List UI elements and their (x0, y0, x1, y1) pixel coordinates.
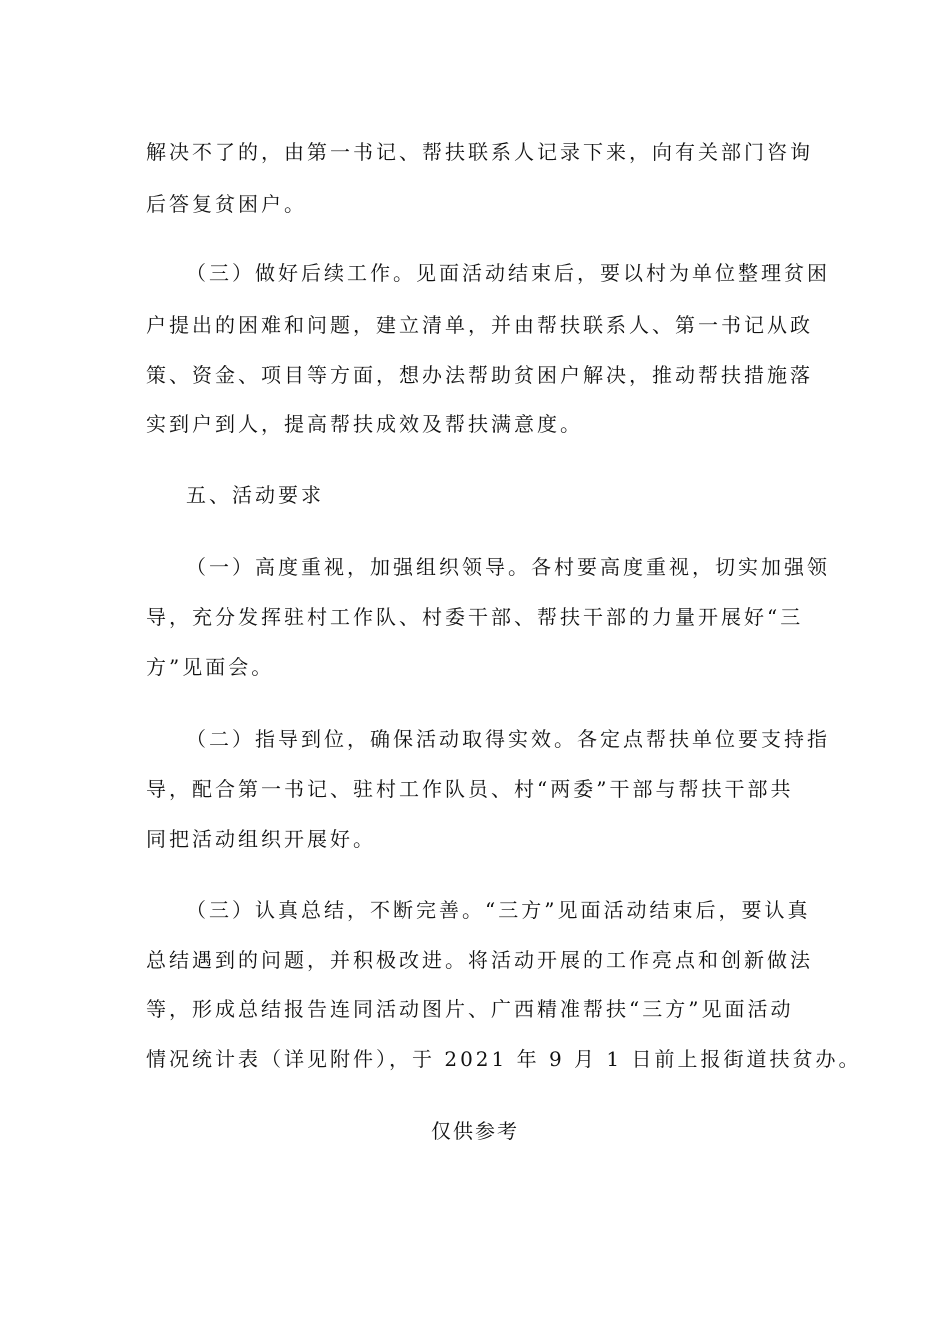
section-heading: 五、活动要求 (186, 483, 324, 507)
paragraph-5-line-4: 情况统计表（详见附件），于 2021 年 9 月 1 日前上报街道扶贫办。 (146, 1047, 862, 1071)
paragraph-1-line-1: 解决不了的，由第一书记、帮扶联系人记录下来，向有关部门咨询 (146, 140, 813, 164)
paragraph-5-line-2: 总结遇到的问题，并积极改进。将活动开展的工作亮点和创新做法 (146, 948, 813, 972)
paragraph-4-line-3: 同把活动组织开展好。 (146, 827, 376, 851)
paragraph-2-line-1: （三）做好后续工作。见面活动结束后，要以村为单位整理贫困 (186, 261, 830, 285)
footer-text: 仅供参考 (431, 1119, 519, 1143)
paragraph-2-line-2: 户提出的困难和问题，建立清单，并由帮扶联系人、第一书记从政 (146, 313, 813, 337)
paragraph-1-line-2: 后答复贫困户。 (146, 192, 307, 216)
paragraph-4-line-2: 导，配合第一书记、驻村工作队员、村“两委”干部与帮扶干部共 (146, 777, 794, 801)
paragraph-5-line-3: 等，形成总结报告连同活动图片、广西精准帮扶“三方”见面活动 (146, 997, 794, 1021)
paragraph-3-line-1: （一）高度重视，加强组织领导。各村要高度重视，切实加强领 (186, 555, 830, 579)
paragraph-3-line-3: 方”见面会。 (146, 655, 275, 679)
paragraph-2-line-4: 实到户到人，提高帮扶成效及帮扶满意度。 (146, 412, 583, 436)
paragraph-2-line-3: 策、资金、项目等方面，想办法帮助贫困户解决，推动帮扶措施落 (146, 363, 813, 387)
paragraph-3-line-2: 导，充分发挥驻村工作队、村委干部、帮扶干部的力量开展好“三 (146, 605, 804, 629)
paragraph-5-line-1: （三）认真总结，不断完善。“三方”见面活动结束后，要认真 (186, 898, 811, 922)
paragraph-4-line-1: （二）指导到位，确保活动取得实效。各定点帮扶单位要支持指 (186, 727, 830, 751)
